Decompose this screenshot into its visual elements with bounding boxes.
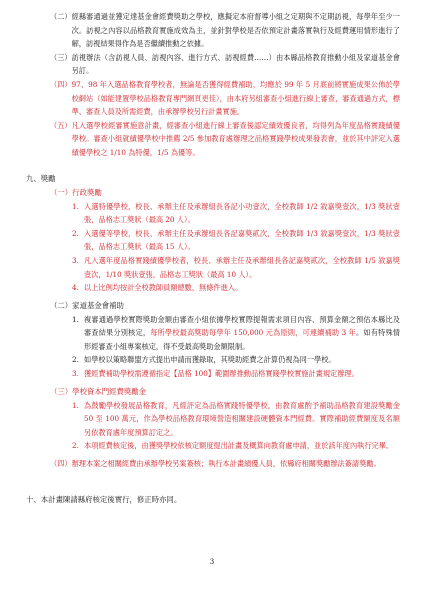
item-marker: （四） — [50, 79, 72, 89]
list-item — [72, 313, 400, 354]
highlighted-text: 每所學校最高獎助每學年 150,000 元為原則，可連續補助 3 年 — [150, 328, 357, 338]
list-item — [72, 200, 400, 227]
subsection-heading: （一）行政獎勵 — [50, 187, 102, 197]
item-text: 入選優等學校，校長、承辦主任及承辦組長各記嘉獎貳次，全校教師 1/3 敘嘉獎壹次，1/3 獎狀壹張，品格志工獎狀（最高 15 人）。 — [84, 228, 400, 252]
item-number: 1. — [72, 400, 79, 410]
item-number: 3. — [72, 255, 79, 265]
item-number: 1. — [72, 314, 79, 324]
item-marker: （五） — [50, 120, 72, 130]
item-text: 辦理本案之相關經費由承辦學校另案簽核；執行本計畫績優人員，依縣府相關獎勵辦法簽請獎勵。 — [71, 459, 381, 469]
item-text: 複審通過學校實際獎助金額由審查小組依據學校實際提報需求項目內容、預算金額之預估本縣比及審查結果分別核定，每所學校最高獎助每學年 150,000 元為原則，可連續補助 3 年。如有特殊情形經審查小組專案核定，得不受最高獎助金額限制。 — [84, 314, 400, 351]
page-number: 3 — [209, 558, 215, 566]
item-number: 2. — [72, 355, 79, 365]
item-number: 2. — [72, 228, 79, 238]
item-text: 凡入選年度品格實踐績優學校者，校長、承辦主任及承辦組長各記嘉獎貳次，全校教師 1/5 敘嘉獎壹次，1/10 獎狀壹張，品格志工獎狀（最高 10 人）。 — [84, 255, 400, 279]
section-9-heading: 九、獎勵 — [26, 173, 56, 183]
section-10-heading: 十、本計畫陳請縣府核定後實行，修正時亦同。 — [26, 494, 182, 504]
list-item — [72, 439, 400, 453]
item-text: 入選特優學校，校長、承辦主任及承辦組長各記小功壹次，全校教師 1/2 敘嘉獎壹次，1/3 獎狀壹張，品格志工獎狀（最高 20 人）。 — [84, 201, 400, 225]
item-number: 1. — [72, 201, 79, 211]
subsection-heading: （二）家道基金會補助 — [50, 300, 124, 310]
item-marker: （二） — [50, 12, 72, 21]
item-marker: （四） — [50, 459, 72, 469]
intro-item — [50, 10, 400, 51]
item-marker: （三） — [50, 52, 72, 62]
list-item — [72, 227, 400, 254]
list-item — [72, 254, 400, 281]
item-text: 訪視辦法（含訪視人員、訪視內容、進行方式、訪視經費……）由本縣品格教育推動小組及家道基金會另訂。 — [71, 52, 400, 76]
item-text: 以上比例均按計全校教師員額總數，無條件進入。 — [84, 283, 243, 293]
intro-item-highlighted — [50, 78, 400, 119]
item-text: 獲經費補助學校需遵循指定【品格 100】範圍辦推動品格實踐學校實施計畫規定辦理。 — [84, 369, 359, 379]
item-number: 3. — [72, 369, 79, 379]
item-text: 凡入選學校經審實施意計畫，經審查小組進行線上審查後認定績效優良者，均得列為年度品格實踐績優學校。審查小組就績優學校中推薦 2/5 參加教育處辦理之品格實踐學校成果發表會，並於其中評定入選績優學校之 1/10 為特優，1/5 為優等。 — [71, 120, 400, 157]
list-item — [72, 353, 400, 367]
item-number: 4. — [72, 283, 79, 293]
item-text: 為鼓勵學校發展品格教育，凡經評定為品格實踐特優學校，由教育處酌予補助品格教育建設獎勵金 50 至 100 萬元，作為學校品格教育環境營造相關建設硬體資本門經費。實際補助經費額度及名額另依教育處年度預算訂定之。 — [84, 400, 400, 437]
subsection-item — [50, 457, 400, 471]
item-text: 本項經費核定後，由獲獎學校依核定額度提出計畫及概算向教育處申請，並於該年度內執行完畢。 — [84, 441, 394, 451]
list-item — [72, 367, 400, 381]
item-text: 97、98 年入選品格教育學校者，無論是否獲得經費補助，均應於 99 年 5 月底前將實施成果公佈於學校網站（如能建置學校品格教育專門網頁更佳），由本府另組審查小組進行線上審查，審查通過方式，標準、審查人員及所需經費，由承辦學校另行計畫實施。 — [71, 79, 400, 117]
list-item — [72, 281, 400, 295]
intro-item-highlighted — [50, 119, 400, 160]
item-number: 2. — [72, 441, 79, 451]
item-text: 如學校以策略聯盟方式提出申請而獲錄取，其獎助經費之計算仍視為同一學校。 — [84, 355, 336, 365]
intro-item — [50, 51, 400, 78]
subsection-heading: （三）學校資本門經費獎勵金 — [50, 386, 147, 396]
item-text: 經縣審通過並獲定達基金會經費獎助之學校，應擬定本府督導小組之定期與不定期訪視，每學年至少一次。訪視之內容以品格教育實施成效為主，並針對學校是否依預定計畫落實執行及經費運用情形進行了解，訪視結果得作為是否繼續推動之依據。 — [71, 12, 400, 49]
list-item — [72, 399, 400, 440]
